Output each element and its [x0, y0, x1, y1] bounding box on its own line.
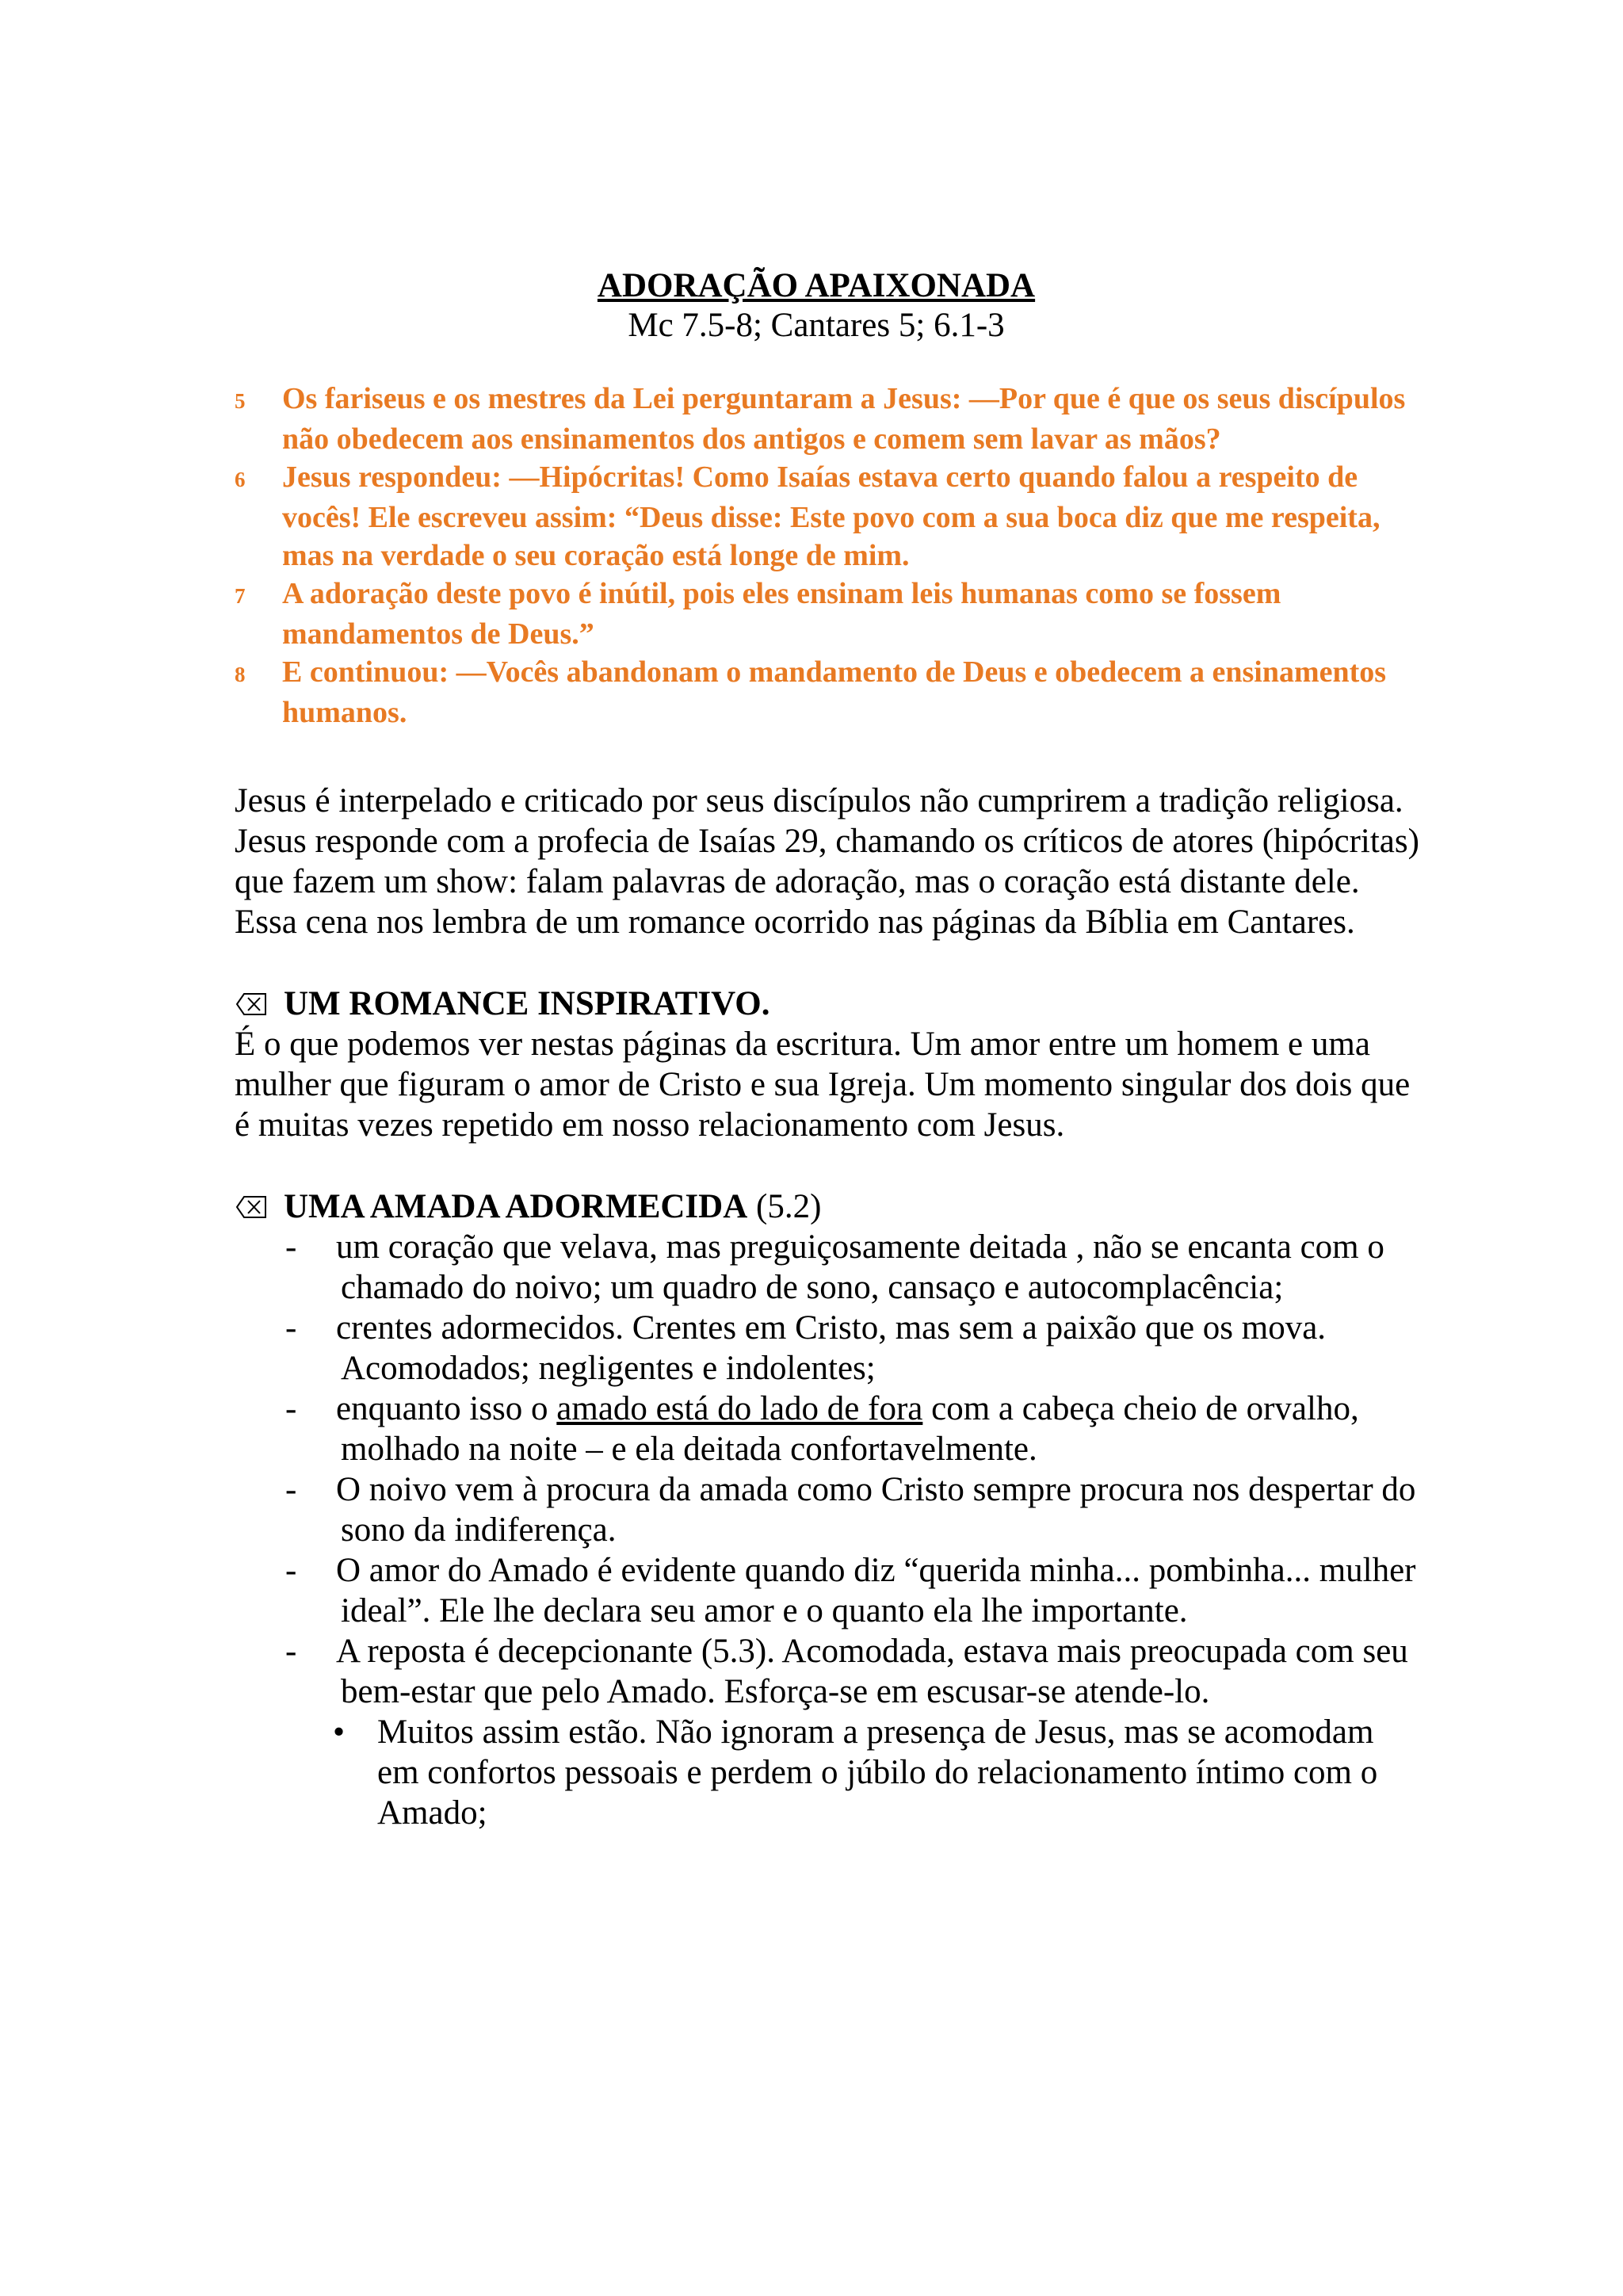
- intro-paragraph: Jesus é interpelado e criticado por seus discípulos não cumprirem a tradição religiosa. Jesus responde com a profecia de Isaías 29, chamando os críticos de atores (hipócritas) que fazem um show: falam palavras de adoração, mas o coração está distante dele.: [235, 782, 1419, 900]
- list-item: - crentes adormecidos. Crentes em Cristo, mas sem a paixão que os mova. Acomodados; negligentes e indolentes;: [285, 1309, 1327, 1387]
- list-item: - A reposta é decepcionante (5.3). Acomodada, estava mais preocupada com seu bem-estar que pelo Amado. Esforça-se em escusar-se atende-lo.: [285, 1633, 1408, 1710]
- title-block: [235, 266, 1398, 346]
- bullet-list: [235, 1712, 1423, 1833]
- dash-marker: -: [285, 1390, 297, 1427]
- scripture-reference: Mc 7.5-8; Cantares 5; 6.1-3: [628, 307, 1005, 344]
- list-item: - um coração que velava, mas preguiçosamente deitada , não se encanta com o chamado do noivo; um quadro de sono, cansaço e autocomplacência;: [285, 1228, 1384, 1306]
- list-item: - O noivo vem à procura da amada como Cristo sempre procura nos despertar do sono da indiferença.: [285, 1471, 1416, 1549]
- section-heading-text: UM ROMANCE INSPIRATIVO.: [284, 985, 770, 1022]
- section-heading-amada: [235, 1186, 1423, 1227]
- section-body: É o que podemos ver nestas páginas da escritura. Um amor entre um homem e uma mulher que figuram o amor de Cristo e sua Igreja. Um momento singular dos dois que é muitas vezes repetido em nosso relacionamento com Jesus.: [235, 1026, 1411, 1144]
- bullet-item: • Muitos assim estão. Não ignoram a presença de Jesus, mas se acomodam em confortos pessoais e perdem o júbilo do relacionamento íntimo com o Amado;: [333, 1713, 1378, 1832]
- verse-text: A adoração deste povo é inútil, pois eles ensinam leis humanas como se fossem mandamentos de Deus.”: [282, 577, 1281, 651]
- verse-text: Jesus respondeu: —Hipócritas! Como Isaías estava certo quando falou a respeito de vocês! Ele escreveu assim: “Deus disse: Este povo com a sua boca diz que me respeita, mas na verdade o seu coração está longe de mim.: [282, 460, 1381, 572]
- document-title: ADORAÇÃO APAIXONADA: [597, 267, 1036, 304]
- x-box-icon: [236, 993, 266, 1015]
- section-heading-text: UMA AMADA ADORMECIDA: [284, 1188, 748, 1225]
- underlined-phrase: amado está do lado de fora: [556, 1390, 923, 1427]
- verse: 8 E continuou: —Vocês abandonam o mandamento de Deus e obedecem a ensinamentos humanos.: [235, 655, 1387, 729]
- dash-list: [235, 1227, 1423, 1712]
- verse: 5 Os fariseus e os mestres da Lei perguntaram a Jesus: —Por que é que os seus discípulos não obedecem aos ensinamentos dos antigos e comem sem lavar as mãos?: [235, 382, 1406, 456]
- dash-marker: -: [285, 1228, 297, 1266]
- dash-marker: -: [285, 1633, 297, 1670]
- dash-marker: -: [285, 1309, 297, 1347]
- dash-marker: -: [285, 1552, 297, 1589]
- document-page: [235, 266, 1423, 1833]
- verse-text: Os fariseus e os mestres da Lei perguntaram a Jesus: —Por que é que os seus discípulos não obedecem aos ensinamentos dos antigos e comem sem lavar as mãos?: [282, 382, 1406, 456]
- dash-marker: -: [285, 1471, 297, 1508]
- scripture-passage: [235, 380, 1423, 732]
- verse: 7 A adoração deste povo é inútil, pois eles ensinam leis humanas como se fossem mandamentos de Deus.”: [235, 577, 1281, 651]
- section-reference: (5.2): [756, 1188, 822, 1225]
- bullet-marker: •: [333, 1713, 346, 1751]
- verse: 6 Jesus respondeu: —Hipócritas! Como Isaías estava certo quando falou a respeito de vocês! Ele escreveu assim: “Deus disse: Este povo com a sua boca diz que me respeita, mas na verdade o seu coração está longe de mim.: [235, 460, 1381, 572]
- x-box-icon: [236, 1196, 266, 1218]
- verse-text: E continuou: —Vocês abandonam o mandamento de Deus e obedecem a ensinamentos humanos.: [282, 655, 1387, 729]
- list-item: - O amor do Amado é evidente quando diz “querida minha... pombinha... mulher ideal”. Ele lhe declara seu amor e o quanto ela lhe importante.: [285, 1552, 1416, 1629]
- intro-paragraph-2: Essa cena nos lembra de um romance ocorrido nas páginas da Bíblia em Cantares.: [235, 904, 1355, 941]
- section-heading-romance: [235, 984, 1423, 1024]
- list-item: - enquanto isso o amado está do lado de fora com a cabeça cheio de orvalho, molhado na noite – e ela deitada confortavelmente.: [285, 1390, 1359, 1468]
